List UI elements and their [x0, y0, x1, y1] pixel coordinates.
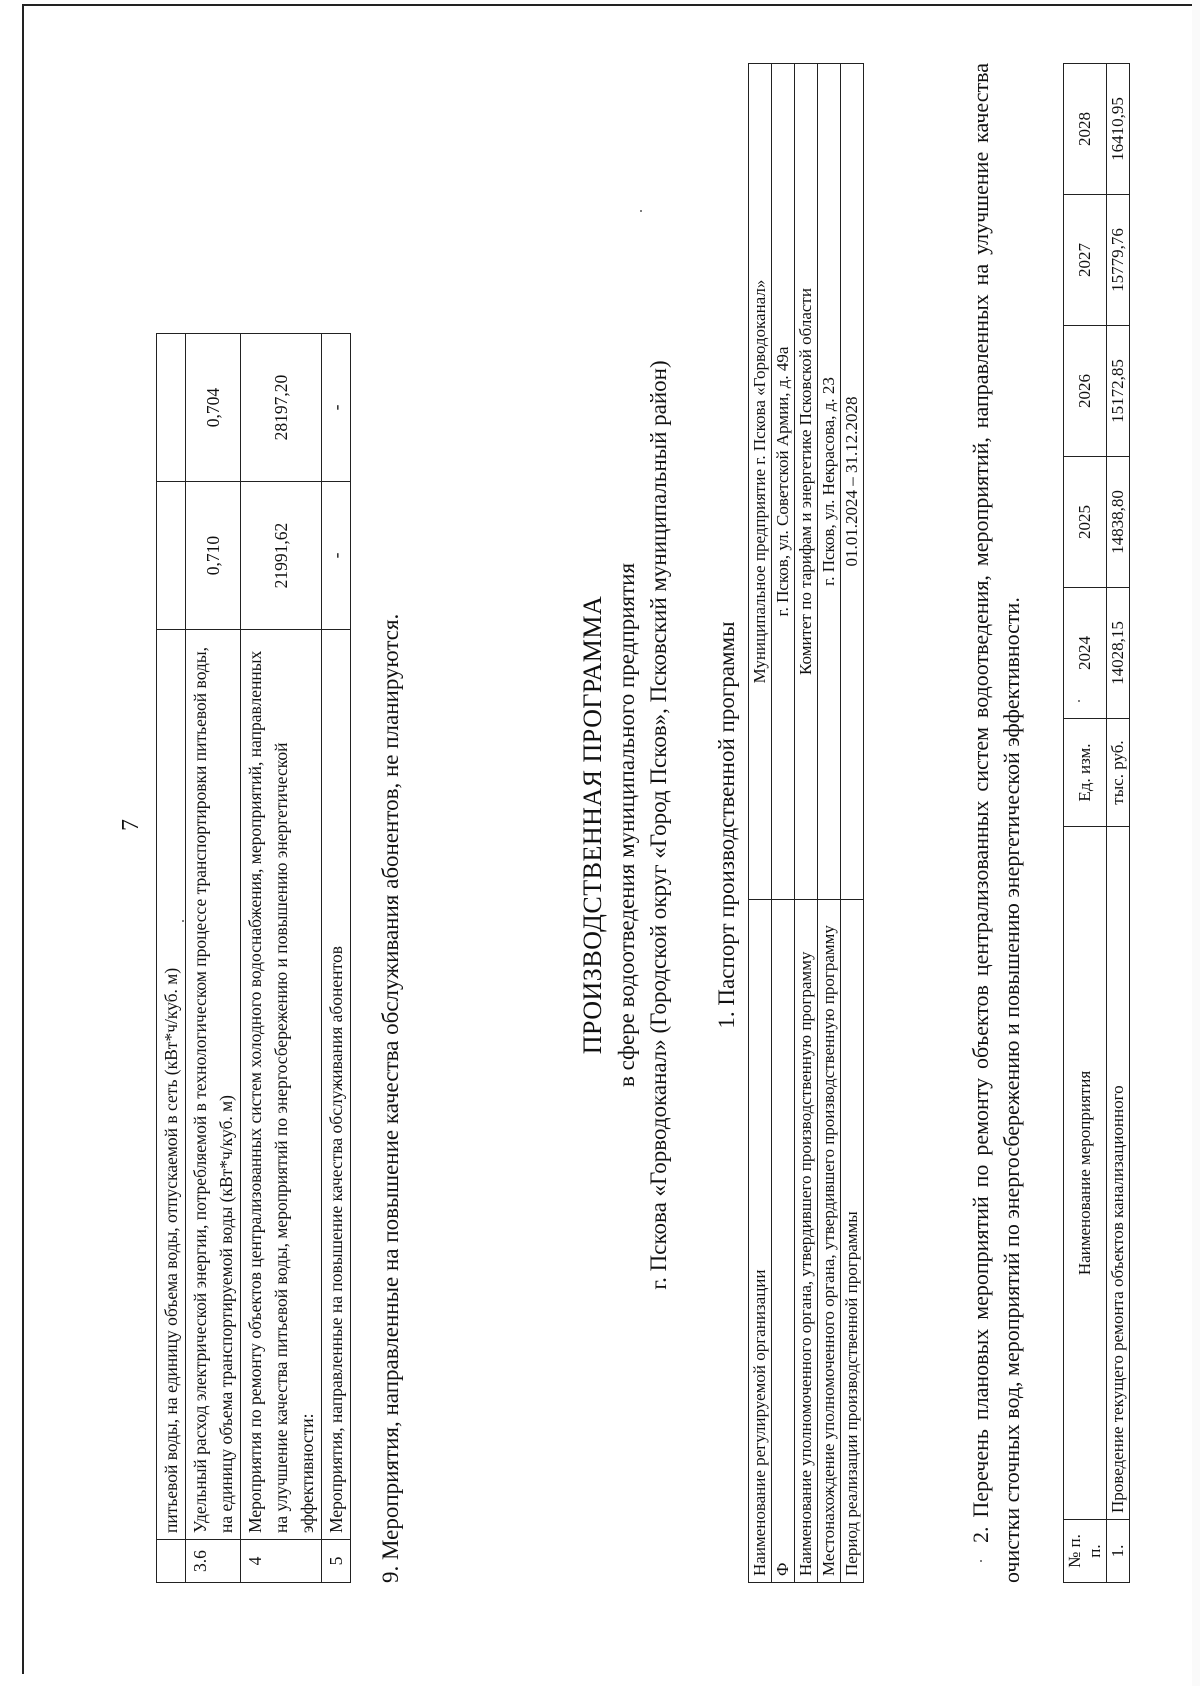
- events-table: [1063, 63, 1130, 1583]
- event-value: 15779,76: [1107, 195, 1130, 326]
- row-number: 5: [322, 1540, 351, 1583]
- table-row: [818, 64, 841, 1583]
- event-value: 15172,85: [1107, 326, 1130, 457]
- row-number: 4: [241, 1540, 322, 1583]
- table-row: [157, 334, 186, 1583]
- passport-value: Комитет по тарифам и энергетике Псковской области: [795, 64, 818, 900]
- table-row: [1107, 64, 1130, 1583]
- header-year: 2027: [1064, 195, 1107, 326]
- page-number: 7: [118, 819, 144, 831]
- table-row: [841, 64, 864, 1583]
- section-2-body: 2. Перечень плановых мероприятий по ремонту объектов централизованных систем водоотведения, мероприятий, направленных на улучшение качества очистки сточных вод, мероприятий по энергосбережению и повышению энергетической эффективности.: [968, 63, 1024, 1583]
- event-unit: тыс. руб.: [1107, 719, 1130, 827]
- section-9-text: 9. Мероприятия, направленные на повышение качества обслуживания абонентов, не планируются.: [378, 613, 403, 1583]
- passport-value: г. Псков, ул. Советской Армии, д. 49а: [772, 64, 795, 900]
- header-unit: Ед. изм.: [1064, 719, 1107, 827]
- header-year: 2028: [1064, 64, 1107, 195]
- program-subtitle: в сфере водоотведения муниципального предприятия: [614, 562, 639, 1088]
- indicator-name: Мероприятия по ремонту объектов централизованных систем холодного водоснабжения, мероприятий, направленных на улучшение качества питьевой воды, мероприятий по энергосбережению и повышению энергетической эффективности:: [241, 630, 322, 1540]
- program-organization: г. Пскова «Горводоканал» (Городской округ «Город Псков», Псковский муниципальный район): [646, 360, 671, 1290]
- passport-value: Муниципальное предприятие г. Пскова «Горводоканал»: [749, 64, 772, 900]
- table-row: [241, 334, 322, 1583]
- passport-table: [748, 63, 864, 1583]
- event-value: 14838,80: [1107, 457, 1130, 588]
- event-value: 14028,15: [1107, 588, 1130, 719]
- header-year: 2024: [1064, 588, 1107, 719]
- section-2-text: [965, 63, 1027, 1583]
- value-2024: [157, 482, 186, 630]
- header-number: № п. п.: [1064, 1520, 1107, 1583]
- row-number: 1.: [1107, 1520, 1130, 1583]
- header-name: Наименование мероприятия: [1064, 827, 1107, 1520]
- passport-key: Период реализации производственной программы: [841, 900, 864, 1583]
- scan-edge: [1192, 0, 1200, 1686]
- indicator-name: Удельный расход электрической энергии, потребляемой в технологическом процессе транспортировки питьевой воды, на единицу объема транспортируемой воды (кВт*ч/куб. м): [186, 630, 241, 1540]
- rotated-document-page: [100, 25, 1160, 1625]
- program-title: ПРОИЗВОДСТВЕННАЯ ПРОГРАММА: [578, 595, 607, 1055]
- indicator-name: Мероприятия, направленные на повышение качества обслуживания абонентов: [322, 630, 351, 1540]
- table-row: [749, 64, 772, 1583]
- header-year: 2025: [1064, 457, 1107, 588]
- value-2024: 21991,62: [241, 482, 322, 630]
- value-2024: 0,710: [186, 482, 241, 630]
- passport-heading: 1. Паспорт производственной программы: [714, 621, 739, 1029]
- table-row: [186, 334, 241, 1583]
- indicators-table-continued: [156, 333, 351, 1583]
- value-2028: 0,704: [186, 334, 241, 482]
- table-row: [772, 64, 795, 1583]
- passport-value: г. Псков, ул. Некрасова, д. 23: [818, 64, 841, 900]
- value-2028: 28197,20: [241, 334, 322, 482]
- passport-key: Ф: [772, 900, 795, 1583]
- row-number: [157, 1540, 186, 1583]
- row-number: 3.6: [186, 1540, 241, 1583]
- header-year: 2026: [1064, 326, 1107, 457]
- passport-value: 01.01.2024 – 31.12.2028: [841, 64, 864, 900]
- table-row: [322, 334, 351, 1583]
- value-2024: -: [322, 482, 351, 630]
- event-value: 16410,95: [1107, 64, 1130, 195]
- passport-key: Местонахождение уполномоченного органа, утвердившего производственную программу: [818, 900, 841, 1583]
- passport-key: Наименование уполномоченного органа, утвердившего производственную программу: [795, 900, 818, 1583]
- event-name: Проведение текущего ремонта объектов канализационного: [1107, 827, 1130, 1520]
- passport-key: Наименование регулируемой организации: [749, 900, 772, 1583]
- value-2028: -: [322, 334, 351, 482]
- value-2028: [157, 334, 186, 482]
- table-row: [795, 64, 818, 1583]
- indicator-name: питьевой воды, на единицу объема воды, отпускаемой в сеть (кВт*ч/куб. м): [157, 630, 186, 1540]
- table-header-row: [1064, 64, 1107, 1583]
